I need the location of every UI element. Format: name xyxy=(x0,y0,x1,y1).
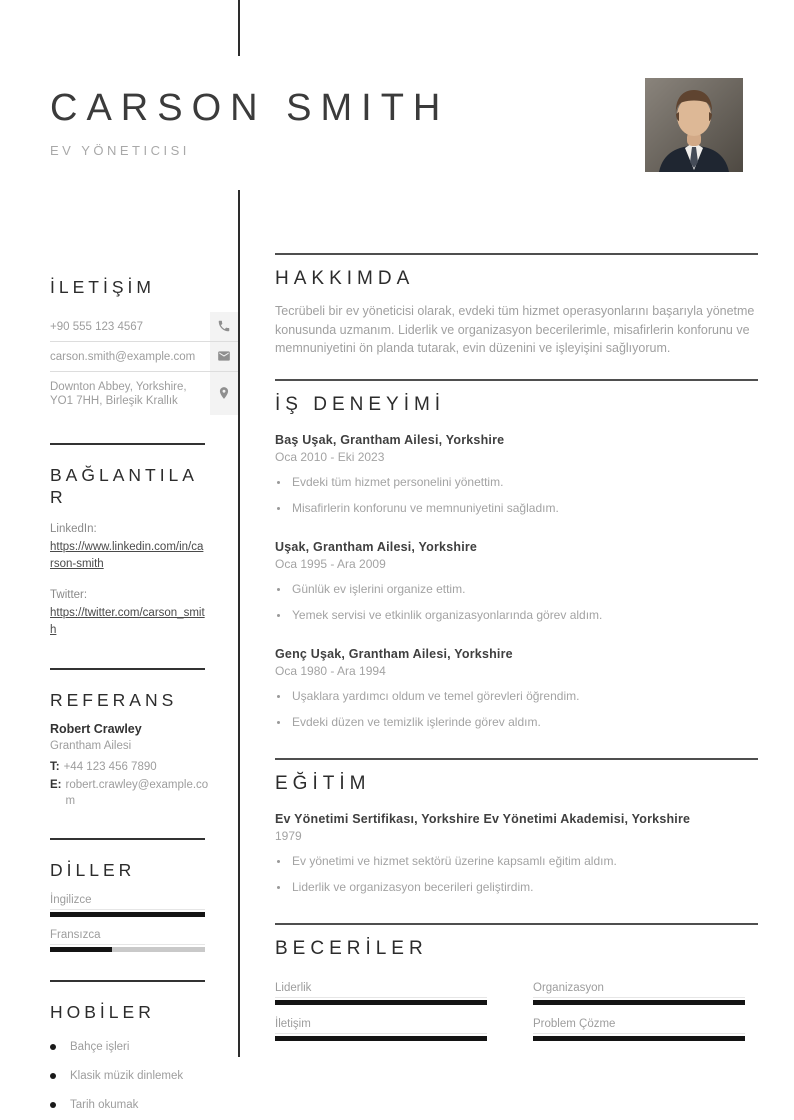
skills-heading: BECERİLER xyxy=(275,937,428,959)
contact-item-phone xyxy=(50,312,238,342)
bullet-dot-icon xyxy=(277,695,280,698)
job-entry xyxy=(275,539,758,624)
skill-item xyxy=(275,982,487,1005)
job-bullet xyxy=(275,581,758,598)
header xyxy=(50,88,449,158)
top-divider-line xyxy=(238,0,240,56)
skill-grid xyxy=(275,982,758,1041)
sidebar xyxy=(50,277,238,1111)
bullet-dot-icon xyxy=(277,721,280,724)
experience-heading: İŞ DENEYİMİ xyxy=(275,394,446,416)
postal-address: Downton Abbey, Yorkshire, YO1 7HH, Birleşik Krallık xyxy=(50,380,187,408)
linkedin-link[interactable]: https://www.linkedin.com/in/carson-smith xyxy=(50,540,204,571)
sidebar-section-rule xyxy=(50,443,205,445)
location-icon xyxy=(210,372,238,415)
about-section xyxy=(275,253,758,358)
about-heading: HAKKIMDA xyxy=(275,268,415,289)
job-bullet-text: Yemek servisi ve etkinlik organizasyonlarında görev aldım. xyxy=(292,608,603,623)
language-name: İngilizce xyxy=(50,894,205,910)
about-text: Tecrübeli bir ev yöneticisi olarak, evdeki tüm hizmet operasyonlarını başarıyla yönetme konusunda uzmanım. Liderlik ve organizasyon becerilerimle, misafirlerin konforunu ve memnuniyetini ön planda tutarak, evin düzenini ve işleyişini sağlıyorum. xyxy=(275,303,755,356)
hobby-text: Bahçe işleri xyxy=(70,1040,130,1053)
reference-section xyxy=(50,690,238,810)
hobbies-section xyxy=(50,1002,238,1111)
skill-level-bar xyxy=(275,1036,487,1041)
skill-level-bar xyxy=(275,1000,487,1005)
skill-item xyxy=(275,1018,487,1041)
education-entry xyxy=(275,811,758,896)
reference-email-value: robert.crawley@example.com xyxy=(65,778,209,808)
skill-name: Problem Çözme xyxy=(533,1018,745,1034)
portrait-illustration xyxy=(645,78,743,172)
job-dates: Oca 2010 - Eki 2023 xyxy=(275,450,385,465)
main-column xyxy=(275,253,758,1041)
language-level-bar xyxy=(50,947,205,952)
contact-section xyxy=(50,277,238,415)
education-dates: 1979 xyxy=(275,828,302,843)
links-section xyxy=(50,465,238,641)
skill-level-fill xyxy=(533,1000,745,1005)
job-bullet-text: Evdeki düzen ve temizlik işlerinde görev aldım. xyxy=(292,715,541,730)
bullet-dot-icon xyxy=(277,614,280,617)
twitter-link[interactable]: https://twitter.com/carson_smith xyxy=(50,606,205,637)
job-bullet xyxy=(275,474,758,491)
job-entry xyxy=(275,646,758,731)
language-name: Fransızca xyxy=(50,929,205,945)
bullet-dot-icon xyxy=(277,860,280,863)
skills-section xyxy=(275,923,758,1041)
education-bullet xyxy=(275,853,758,870)
sidebar-section-rule xyxy=(50,838,205,840)
links-heading: BAĞLANTILAR xyxy=(50,464,198,507)
education-title: Ev Yönetimi Sertifikası, Yorkshire Ev Yönetimi Akademisi, Yorkshire xyxy=(275,811,691,826)
reference-phone-label: T: xyxy=(50,760,60,773)
skill-item xyxy=(533,982,745,1005)
languages-section xyxy=(50,860,238,952)
education-section xyxy=(275,758,758,923)
job-entry xyxy=(275,432,758,517)
job-bullet xyxy=(275,688,758,705)
contact-list xyxy=(50,312,238,415)
hobby-item xyxy=(50,1099,238,1111)
hobby-text: Tarih okumak xyxy=(70,1098,139,1111)
hobby-item xyxy=(50,1070,238,1082)
reference-email-row xyxy=(50,777,210,810)
contact-heading: İLETİŞİM xyxy=(50,277,155,297)
job-dates: Oca 1995 - Ara 2009 xyxy=(275,557,386,572)
education-heading: EĞİTİM xyxy=(275,772,371,794)
hobby-item xyxy=(50,1041,238,1053)
column-divider-line xyxy=(238,190,240,1057)
job-title: Baş Uşak, Grantham Ailesi, Yorkshire xyxy=(275,432,505,447)
link-item-linkedin xyxy=(50,521,205,574)
bullet-dot-icon xyxy=(277,588,280,591)
reference-phone-row xyxy=(50,759,210,776)
education-bullet xyxy=(275,879,758,896)
hobbies-heading: HOBİLER xyxy=(50,1001,155,1022)
languages-heading: DİLLER xyxy=(50,859,136,880)
sidebar-section-rule xyxy=(50,668,205,670)
person-name: CARSON SMITH xyxy=(50,87,450,129)
skill-level-bar xyxy=(533,1000,745,1005)
job-bullet-text: Misafirlerin konforunu ve memnuniyetini sağladım. xyxy=(292,501,559,516)
job-dates: Oca 1980 - Ara 1994 xyxy=(275,664,386,679)
skill-level-fill xyxy=(275,1036,487,1041)
reference-email-label: E: xyxy=(50,778,62,791)
link-item-twitter xyxy=(50,587,205,640)
language-item xyxy=(50,894,205,917)
reference-name: Robert Crawley xyxy=(50,722,142,736)
language-level-fill xyxy=(50,912,205,917)
skill-name: Organizasyon xyxy=(533,982,745,998)
linkedin-label: LinkedIn: xyxy=(50,523,97,536)
reference-organization: Grantham Ailesi xyxy=(50,739,132,752)
hobby-text: Klasik müzik dinlemek xyxy=(70,1069,184,1082)
skill-level-bar xyxy=(533,1036,745,1041)
mail-icon xyxy=(210,342,238,371)
person-job-title: EV YÖNETICISI xyxy=(50,142,190,158)
job-bullet xyxy=(275,500,758,517)
phone-icon xyxy=(210,312,238,341)
job-bullet-text: Evdeki tüm hizmet personelini yönettim. xyxy=(292,475,504,490)
job-title: Genç Uşak, Grantham Ailesi, Yorkshire xyxy=(275,646,513,661)
skill-level-fill xyxy=(533,1036,745,1041)
skill-name: Liderlik xyxy=(275,982,487,998)
email-address: carson.smith@example.com xyxy=(50,350,196,363)
sidebar-section-rule xyxy=(50,980,205,982)
job-bullet xyxy=(275,607,758,624)
contact-item-address xyxy=(50,372,238,415)
skill-name: İletişim xyxy=(275,1018,487,1034)
bullet-dot-icon xyxy=(50,1044,56,1050)
profile-photo xyxy=(645,78,743,172)
language-level-bar xyxy=(50,912,205,917)
bullet-dot-icon xyxy=(277,886,280,889)
reference-phone-value: +44 123 456 7890 xyxy=(63,760,157,773)
bullet-dot-icon xyxy=(50,1073,56,1079)
reference-heading: REFERANS xyxy=(50,690,178,711)
experience-section xyxy=(275,379,758,758)
job-bullet xyxy=(275,714,758,731)
education-bullet-text: Ev yönetimi ve hizmet sektörü üzerine kapsamlı eğitim aldım. xyxy=(292,854,617,869)
bullet-dot-icon xyxy=(277,507,280,510)
job-bullet-text: Uşaklara yardımcı oldum ve temel görevleri öğrendim. xyxy=(292,689,580,704)
twitter-label: Twitter: xyxy=(50,589,88,602)
contact-item-email xyxy=(50,342,238,372)
job-bullet-text: Günlük ev işlerini organize ettim. xyxy=(292,582,466,597)
spacer xyxy=(275,731,758,758)
education-bullet-text: Liderlik ve organizasyon becerileri geliştirdim. xyxy=(292,879,534,894)
job-title: Uşak, Grantham Ailesi, Yorkshire xyxy=(275,539,478,554)
spacer xyxy=(275,896,758,923)
phone-number: +90 555 123 4567 xyxy=(50,320,144,333)
skill-level-fill xyxy=(275,1000,487,1005)
language-level-fill xyxy=(50,947,112,952)
language-item xyxy=(50,929,205,952)
bullet-dot-icon xyxy=(50,1102,56,1108)
hobby-list xyxy=(50,1041,238,1111)
skill-item xyxy=(533,1018,745,1041)
bullet-dot-icon xyxy=(277,481,280,484)
